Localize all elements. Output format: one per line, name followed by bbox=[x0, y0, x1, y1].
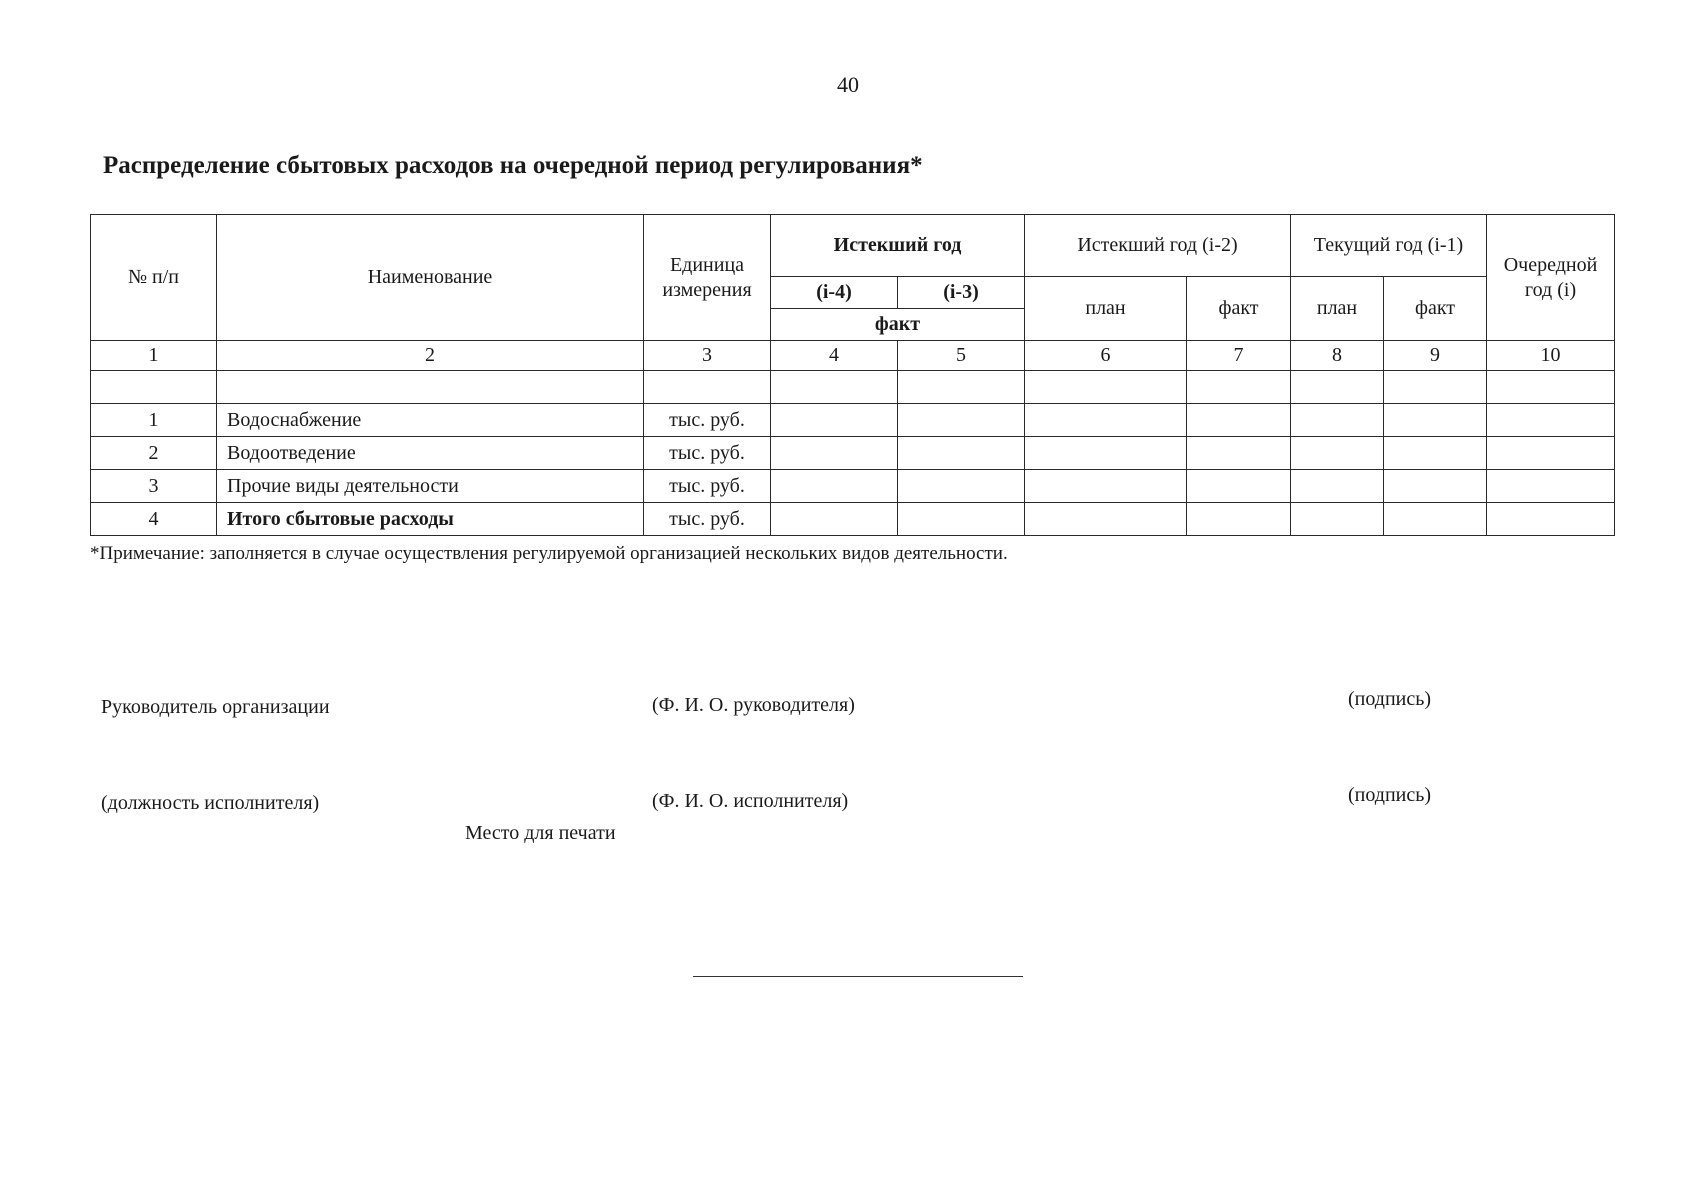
document-title: Распределение сбытовых расходов на очередной период регулирования* bbox=[103, 152, 923, 179]
colnum-6: 6 bbox=[1025, 341, 1187, 371]
colnum-7: 7 bbox=[1187, 341, 1291, 371]
header-plan-i2: план bbox=[1025, 277, 1187, 341]
header-expired-year-i2: Истекший год (i-2) bbox=[1025, 215, 1291, 277]
header-name: Наименование bbox=[217, 215, 644, 341]
colnum-5: 5 bbox=[898, 341, 1025, 371]
colnum-9: 9 bbox=[1384, 341, 1487, 371]
header-num: № п/п bbox=[91, 215, 217, 341]
colnum-3: 3 bbox=[644, 341, 771, 371]
head-signature: (подпись) bbox=[1348, 688, 1432, 710]
table-row bbox=[91, 437, 1615, 470]
table-row bbox=[91, 404, 1615, 437]
header-i4: (i-4) bbox=[771, 277, 898, 309]
header-expired-year: Истекший год bbox=[771, 215, 1025, 277]
expenses-table bbox=[90, 214, 1615, 536]
row-unit: тыс. руб. bbox=[644, 503, 771, 536]
row-num: 4 bbox=[91, 503, 217, 536]
footnote: *Примечание: заполняется в случае осуществления регулируемой организацией нескольких видов деятельности. bbox=[90, 543, 1008, 564]
row-name: Прочие виды деятельности bbox=[217, 470, 644, 503]
row-unit: тыс. руб. bbox=[644, 437, 771, 470]
row-num: 1 bbox=[91, 404, 217, 437]
header-unit: Единица измерения bbox=[644, 215, 771, 341]
colnum-10: 10 bbox=[1487, 341, 1615, 371]
page-number: 40 bbox=[837, 72, 859, 97]
executor-signature: (подпись) bbox=[1348, 784, 1432, 806]
header-fakt-i1: факт bbox=[1384, 277, 1487, 341]
header-current-year: Текущий год (i-1) bbox=[1291, 215, 1487, 277]
stamp-place: Место для печати bbox=[465, 822, 616, 844]
row-name-total: Итого сбытовые расходы bbox=[217, 503, 644, 536]
row-name: Водоснабжение bbox=[217, 404, 644, 437]
table-row-empty bbox=[91, 371, 1615, 404]
header-fakt-i2: факт bbox=[1187, 277, 1291, 341]
row-unit: тыс. руб. bbox=[644, 470, 771, 503]
row-unit: тыс. руб. bbox=[644, 404, 771, 437]
head-label: Руководитель организации bbox=[101, 696, 330, 718]
table-row-total bbox=[91, 503, 1615, 536]
table-row bbox=[91, 470, 1615, 503]
colnum-2: 2 bbox=[217, 341, 644, 371]
colnum-8: 8 bbox=[1291, 341, 1384, 371]
executor-position: (должность исполнителя) bbox=[101, 792, 320, 814]
header-fakt: факт bbox=[771, 309, 1025, 341]
head-fio: (Ф. И. О. руководителя) bbox=[652, 694, 855, 716]
colnum-1: 1 bbox=[91, 341, 217, 371]
bottom-divider bbox=[693, 976, 1023, 977]
row-num: 3 bbox=[91, 470, 217, 503]
header-plan-i1: план bbox=[1291, 277, 1384, 341]
executor-fio: (Ф. И. О. исполнителя) bbox=[652, 790, 849, 812]
row-name: Водоотведение bbox=[217, 437, 644, 470]
colnum-4: 4 bbox=[771, 341, 898, 371]
header-i3: (i-3) bbox=[898, 277, 1025, 309]
header-next-year: Очередной год (i) bbox=[1487, 215, 1615, 341]
row-num: 2 bbox=[91, 437, 217, 470]
